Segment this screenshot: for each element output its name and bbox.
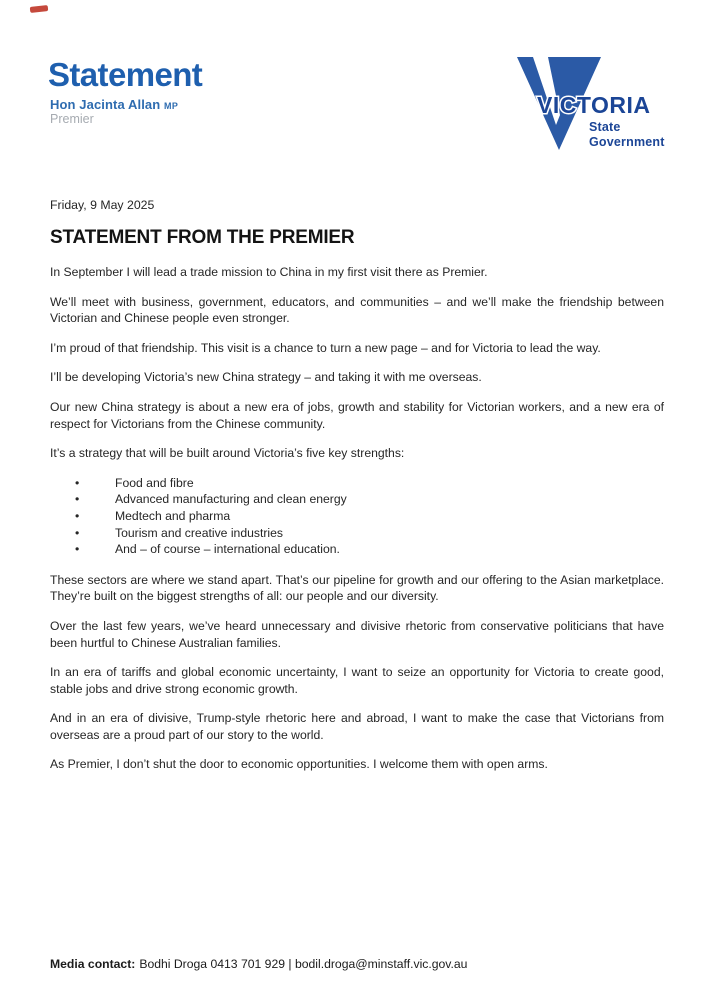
media-contact-footer — [50, 957, 467, 971]
victoria-state-government-logo — [515, 55, 665, 152]
list-item-text: Food and fibre — [115, 475, 194, 490]
bullet-icon: • — [75, 492, 80, 507]
paragraph: As Premier, I don’t shut the door to economic opportunities. I welcome them with open arms. — [50, 757, 548, 772]
author-postnominal: MP — [164, 101, 179, 111]
bullet-icon: • — [75, 542, 80, 557]
victoria-logo-graphic — [515, 55, 665, 152]
media-contact-label: Media contact: — [50, 957, 136, 971]
author-role: Premier — [50, 112, 94, 126]
document-body — [50, 198, 664, 786]
list-item — [50, 541, 664, 558]
paragraph: I’m proud of that friendship. This visit is a chance to turn a new page – and for Victoria to lead the way. — [50, 340, 601, 355]
paragraph: These sectors are where we stand apart. That’s our pipeline for growth and our offering to the Asian marketplace. They’re built on the biggest strengths of all: our people and our diversity. — [50, 572, 664, 604]
logo-government-label: Government — [589, 135, 665, 149]
logo-wordmark: VICTORIA — [537, 92, 651, 118]
date-line: Friday, 9 May 2025 — [50, 198, 155, 212]
paragraph: It’s a strategy that will be built around Victoria’s five key strengths: — [50, 446, 405, 461]
paragraph: I’ll be developing Victoria’s new China strategy – and taking it with me overseas. — [50, 370, 482, 385]
paragraph: Over the last few years, we’ve heard unnecessary and divisive rhetoric from conservative politicians that have been hurtful to Chinese Australian families. — [50, 618, 664, 650]
logo-state-label: State — [589, 120, 621, 134]
headline: STATEMENT FROM THE PREMIER — [50, 227, 355, 248]
list-item — [50, 475, 664, 492]
author-name: Hon Jacinta Allan — [50, 97, 161, 112]
list-item — [50, 491, 664, 508]
bullet-icon: • — [75, 525, 80, 540]
masthead-title: Statement — [48, 56, 203, 93]
author-line — [50, 97, 178, 112]
paragraph: Our new China strategy is about a new era of jobs, growth and stability for Victorian workers, and a new era of respect for Victorians from the Chinese community. — [50, 399, 664, 431]
media-contact-details: Bodhi Droga 0413 701 929 | bodil.droga@minstaff.vic.gov.au — [139, 957, 468, 971]
paragraph: In an era of tariffs and global economic uncertainty, I want to seize an opportunity for Victoria to create good, stable jobs and drive strong economic growth. — [50, 665, 664, 696]
list-item — [50, 525, 664, 542]
strengths-list — [50, 475, 664, 558]
bullet-icon: • — [75, 508, 80, 523]
list-item — [50, 508, 664, 525]
paragraph: In September I will lead a trade mission to China in my first visit there as Premier. — [50, 265, 488, 279]
list-item-text: Tourism and creative industries — [115, 525, 283, 540]
list-item-text: Medtech and pharma — [115, 508, 231, 523]
paragraph: We’ll meet with business, government, educators, and communities – and we’ll make the friendship between Victorian and Chinese people even stronger. — [50, 294, 664, 326]
paragraph: And in an era of divisive, Trump-style rhetoric here and abroad, I want to make the case that Victorians from overseas are a proud part of our story to the world. — [50, 711, 664, 742]
list-item-text: And – of course – international education. — [115, 542, 340, 557]
bullet-icon: • — [75, 475, 80, 490]
red-artifact-mark — [30, 5, 49, 13]
list-item-text: Advanced manufacturing and clean energy — [115, 492, 347, 507]
